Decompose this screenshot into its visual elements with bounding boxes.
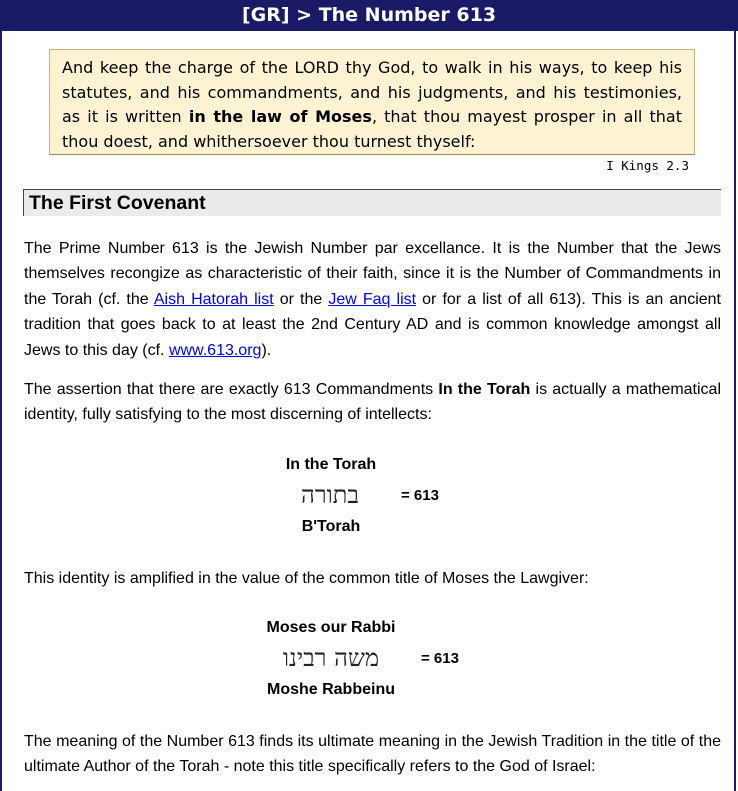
paragraph-text: The Prime Number 613 is the Jewish Number par excellance. It is the Number that the Jews themselves recongize as characteristic of their faith, since it is the Number of Commandments in the Torah (cf. the [24,240,721,308]
scripture-quote [49,49,695,155]
section-heading [23,189,721,216]
quote-text-end: , that thou mayest prosper in all that thou doest, and whithersoever thou turnest thyself: [62,107,683,151]
quote-text-start: And keep the charge of the LORD thy God, to walk in his ways, to keep his statutes, and his commandments, and his judgments, and his testimonies, as it is written [62,58,682,126]
paragraph-text: ). [261,341,272,359]
quote-citation: I Kings 2.3 [606,158,689,173]
paragraph-text: This identity is amplified in the value of the common title of Moses the Lawgiver: [24,570,589,587]
identity-english: Moses our Rabbi [266,619,396,636]
identity-english: In the Torah [285,456,377,473]
paragraph-text: or the [273,290,329,308]
identity-value: = 613 [401,487,439,504]
paragraph-meaning [24,729,721,780]
jew-faq-link[interactable]: Jew Faq list [328,290,417,308]
identity-hebrew: משה רבינו [282,644,380,672]
quote-emphasis: in the law of Moses [188,107,372,126]
613-org-link[interactable]: www.613.org [168,341,262,359]
paragraph-intro [24,236,721,363]
paragraph-moses [24,566,721,591]
paragraph-text: The meaning of the Number 613 finds its ultimate meaning in the Jewish Tradition in the title of the ultimate Author of the Torah - note this title specifically refers to the God of Israel: [24,733,721,776]
identity-hebrew: בתורה [301,481,359,509]
identity-transliteration: B'Torah [301,518,361,535]
paragraph-text: is actually a mathematical identity, fully satisfying to the most discerning of intellects: [24,381,722,424]
identity-transliteration: Moshe Rabbeinu [266,681,395,698]
identity-value: = 613 [421,650,459,667]
aish-hatorah-link[interactable]: Aish Hatorah list [153,290,274,308]
paragraph-text: or for a list of all 613). This is an ancient tradition that goes back to at least the 2nd Century AD and is common knowledge amongst all Jews to this day (cf. [24,290,721,359]
page-header [0,0,738,31]
paragraph-text: The assertion that there are exactly 613 Commandments [24,381,439,398]
section-title: The First Covenant [29,192,206,214]
paragraph-emphasis: In the Torah [438,381,531,398]
paragraph-assertion [24,377,721,428]
page-title: [GR] > The Number 613 [241,4,497,26]
